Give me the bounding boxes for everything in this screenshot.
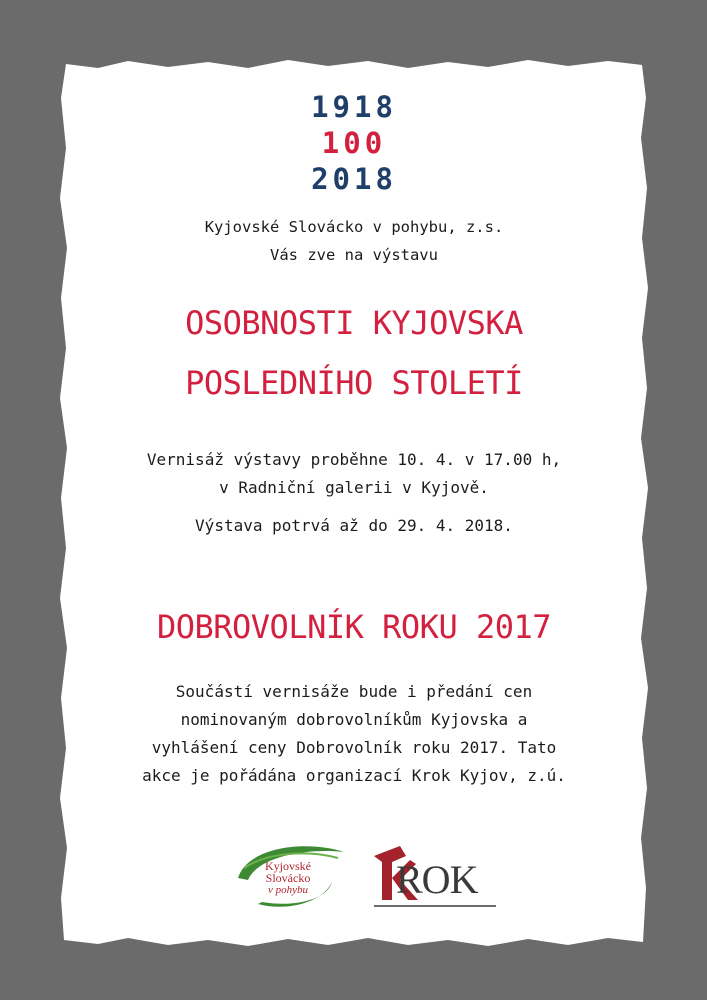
year-end: 2018: [311, 162, 397, 196]
exhibition-title-line2: POSLEDNÍHO STOLETÍ: [185, 364, 523, 402]
poster-content: [58, 58, 650, 948]
award-text-line1: Součástí vernisáže bude i předání cen: [175, 682, 533, 701]
rok-logo-text: ROK: [396, 857, 478, 902]
award-text-line4: akce je pořádána organizací Krok Kyjov, z.ú.: [142, 766, 566, 785]
award-text-line2: nominovaným dobrovolníkům Kyjovska a: [180, 710, 528, 729]
award-title: DOBROVOLNÍK ROKU 2017: [156, 608, 552, 646]
invite-line: Vás zve na výstavu: [270, 246, 438, 264]
organizer-line: Kyjovské Slovácko v pohybu, z.s.: [204, 218, 504, 236]
ks-logo-text: [240, 860, 336, 896]
details-line2: v Radniční galerii v Kyjově.: [219, 478, 489, 497]
award-text-line3: vyhlášení ceny Dobrovolník roku 2017. Tato: [151, 738, 557, 757]
ks-logo-line3: v pohybu: [267, 884, 308, 896]
logos-row: [58, 838, 650, 928]
ks-logo-line1: Kyjovské: [265, 859, 311, 873]
year-start: 1918: [311, 90, 397, 124]
krok-logo: [370, 842, 500, 914]
kyjovske-slovacko-logo: [228, 838, 348, 913]
exhibition-title-line1: OSOBNOSTI KYJOVSKA: [185, 304, 523, 342]
ks-logo-line2: Slovácko: [265, 871, 311, 885]
poster-paper: [58, 58, 650, 948]
details-line3: Výstava potrvá až do 29. 4. 2018.: [195, 516, 513, 535]
details-line1: Vernisáž výstavy proběhne 10. 4. v 17.00 h,: [146, 450, 562, 469]
year-count: 100: [321, 126, 387, 160]
